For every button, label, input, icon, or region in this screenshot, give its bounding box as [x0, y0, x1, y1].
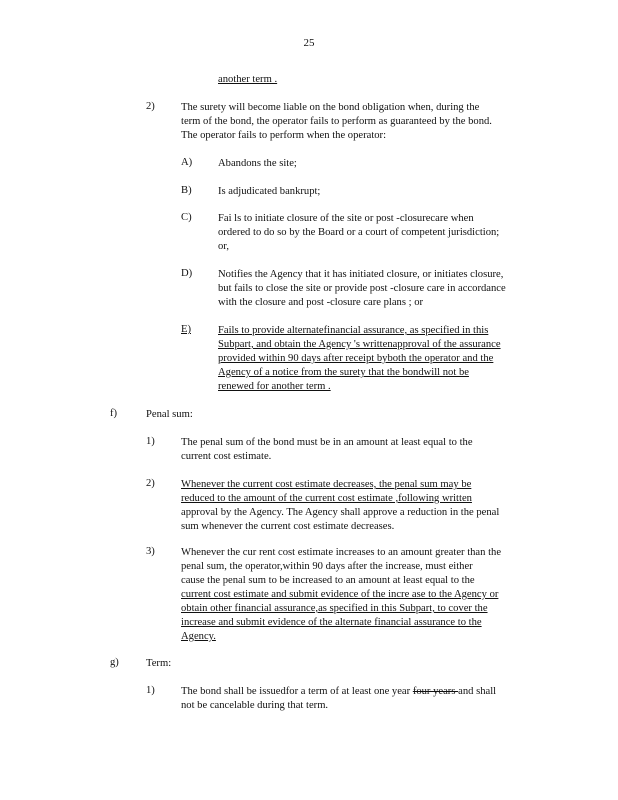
subitem-d-label: D) [181, 268, 193, 279]
section-f-label: f) [110, 408, 118, 419]
g-item-1-text: The bond shall be issuedfor a term of at least one year four years and shall not be cancelable during that term. [181, 686, 497, 711]
g-item-1-label: 1) [146, 685, 155, 696]
section-f-heading: Penal sum: [146, 409, 193, 420]
page-number: 25 [303, 37, 315, 49]
f-item-3-label: 3) [146, 546, 155, 557]
item-2-label: 2) [146, 101, 155, 112]
continuation-text: another term . [218, 74, 278, 85]
f-item-1-text: The penal sum of the bond must be in an amount at least equal to the current cost estimate. [181, 437, 473, 462]
subitem-b-text: Is adjudicated bankrupt; [218, 186, 321, 197]
subitem-b-label: B) [181, 185, 192, 196]
struck-text: four years [412, 686, 459, 697]
item-2-text: The surety will become liable on the bond obligation when, during the term of the bond, the operator fails to perform as guaranteed by the bond. The operator fails to perform when the operator: [181, 102, 492, 141]
f-item-2-label: 2) [146, 478, 155, 489]
section-g-label: g) [110, 657, 119, 668]
subitem-a-text: Abandons the site; [218, 158, 297, 169]
subitem-c-text: Fai ls to initiate closure of the site or post -closurecare when ordered to do so by the Board or a court of competent jurisdiction; or, [218, 213, 500, 252]
f-item-1-label: 1) [146, 436, 155, 447]
subitem-a-label: A) [181, 157, 193, 168]
subitem-e-label: E) [181, 324, 191, 335]
f-item-3-text: Whenever the cur rent cost estimate increases to an amount greater than the penal sum, the operator,within 90 days after the increase, must either cause the penal sum to be increased to an amount at least equal to the current cost estimate and submit evidence of the incre ase to the Agency or obtain other financial assurance,as specified in this Subpart, to cover the increase and submit evidence of the alternate financial assurance to the Agency. [181, 547, 502, 642]
subitem-e-text: Fails to provide alternatefinancial assurance, as specified in this Subpart, and obtain the Agency 's writtenapproval of the assurance provided within 90 days after receipt byboth the operator and the Agency of a notice from the surety that the bondwill not be renewed for another term . [218, 325, 501, 392]
g-item-1-text-before: The bond shall be issuedfor a term of at least one year [181, 686, 413, 697]
subitem-c-label: C) [181, 212, 192, 223]
subitem-d-text: Notifies the Agency that it has initiated closure, or initiates closure, but fails to close the site or provide post -closure care in accordance with the closure and post -closure care plans ; or [218, 269, 506, 308]
section-g-heading: Term: [146, 658, 172, 669]
g-item-1-text-after: and shall [458, 686, 497, 697]
f-item-2-text: Whenever the current cost estimate decreases, the penal sum may be reduced to the amount of the current cost estimate ,following written approval by the Agency. The Agency shall approve a reduction in the penal sum whenever the current cost estimate decreases. [181, 479, 500, 532]
